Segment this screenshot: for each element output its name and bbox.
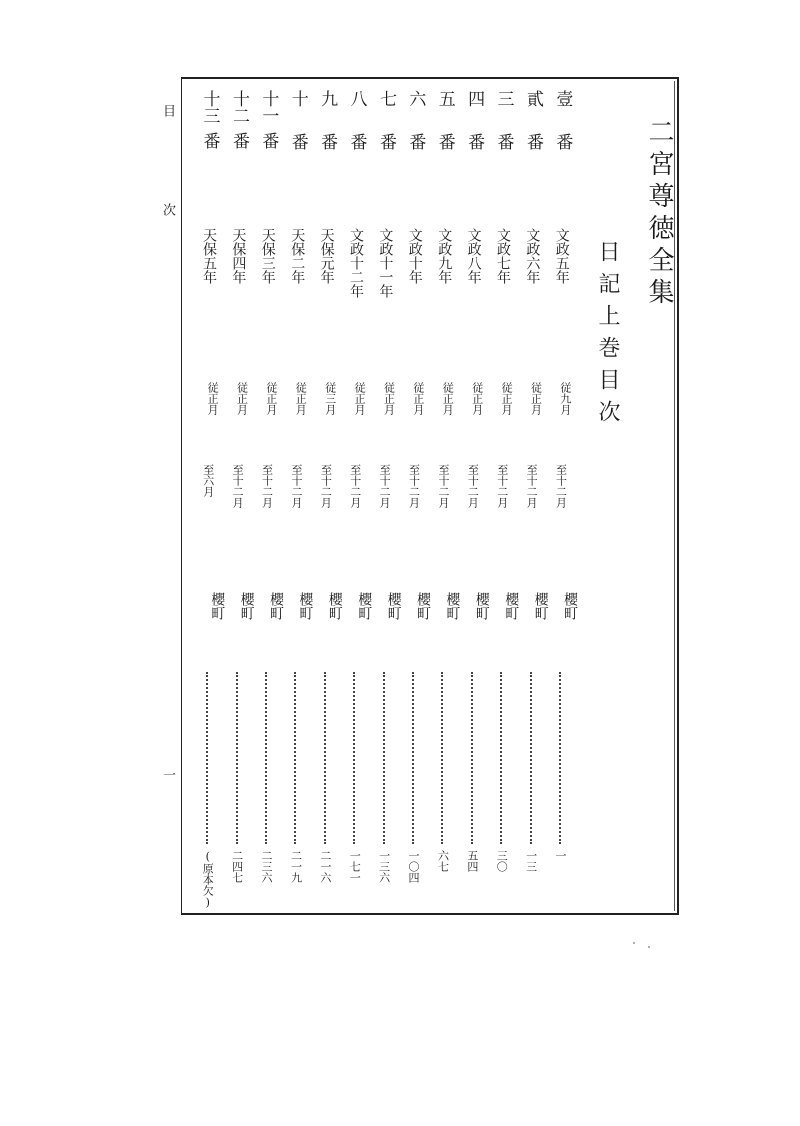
volume-title: 日記上巻目次 (595, 240, 620, 432)
entry-from: 従正月 (264, 382, 278, 415)
entry-number: 十一 (258, 90, 279, 124)
entry-page: 三〇 (495, 850, 509, 872)
entry-number: 十 (287, 90, 308, 107)
entry-place: 櫻町 (415, 592, 431, 620)
entry-era: 天保三年 (259, 228, 276, 284)
entry-place: 櫻町 (503, 592, 520, 620)
dot-leader (530, 672, 532, 844)
entry-era: 天保元年 (318, 228, 335, 284)
entry-suffix: 番 (522, 133, 543, 150)
entry-from: 従正月 (411, 382, 425, 415)
entry-to: 至十二月 (289, 464, 303, 508)
dot-leader (206, 672, 208, 844)
entry-place: 櫻町 (532, 592, 549, 620)
entry-page: 一〇四 (407, 850, 421, 883)
entry-era: 文政十年 (406, 228, 423, 284)
entry-to: 至十二月 (436, 464, 450, 508)
entry-place: 櫻町 (297, 592, 314, 620)
dot-leader (353, 672, 355, 844)
entry-page: 二一六 (318, 850, 332, 883)
entry-number: 壹 (552, 90, 573, 107)
entry-era: 天保二年 (289, 228, 306, 284)
entry-number: 六 (405, 90, 426, 107)
toc-entry[interactable] (343, 88, 373, 908)
toc-entry[interactable] (549, 88, 578, 908)
entry-place: 櫻町 (444, 592, 461, 620)
entry-from: 従正月 (500, 382, 514, 415)
entry-page: 一三 (524, 850, 538, 872)
entry-number: 十三 (199, 90, 220, 124)
toc-entry[interactable] (431, 88, 461, 908)
entry-page: 二四七 (230, 850, 244, 883)
entry-page: 六七 (436, 850, 450, 872)
margin-label-top: 目 (160, 104, 175, 117)
entry-place: 櫻町 (209, 592, 226, 620)
entry-page: (原本欠) (201, 850, 215, 909)
entry-to: 至十二月 (319, 464, 333, 508)
toc-entry[interactable] (461, 88, 490, 908)
entry-place: 櫻町 (326, 592, 343, 620)
entry-place: 櫻町 (385, 592, 402, 620)
entry-to: 至十二月 (231, 464, 245, 508)
entry-number: 四 (464, 90, 485, 107)
entry-number: 九 (317, 90, 338, 107)
entry-suffix: 番 (375, 133, 396, 150)
entry-era: 文政八年 (465, 228, 482, 284)
toc-entry[interactable] (402, 88, 431, 908)
entry-suffix: 番 (493, 133, 514, 150)
entry-from: 従正月 (206, 382, 220, 415)
entry-number: 貳 (522, 90, 543, 107)
entry-suffix: 番 (287, 133, 308, 150)
toc-entry[interactable] (314, 88, 343, 908)
entry-from: 従正月 (294, 382, 308, 415)
scan-speck (633, 942, 635, 944)
entry-suffix: 番 (228, 132, 249, 149)
dot-leader (265, 672, 267, 844)
entry-page: 二一九 (289, 850, 303, 883)
entry-from: 従正月 (353, 382, 367, 415)
entry-to: 至十二月 (348, 464, 362, 508)
margin-label-mid: 次 (160, 203, 175, 216)
entry-page: 一三六 (377, 850, 391, 883)
entry-era: 文政十一年 (377, 228, 394, 298)
entry-to: 至十二月 (466, 464, 480, 508)
entry-from: 従正月 (235, 382, 249, 415)
entry-from: 従正月 (441, 382, 455, 415)
dot-leader (324, 672, 326, 844)
entry-suffix: 番 (346, 133, 367, 150)
entry-era: 文政六年 (524, 228, 541, 284)
entry-to: 至十二月 (407, 464, 421, 508)
entry-number: 五 (434, 90, 455, 107)
entry-from: 従正月 (382, 382, 396, 415)
entry-suffix: 番 (317, 133, 338, 150)
entry-suffix: 番 (552, 133, 573, 150)
entry-place: 櫻町 (238, 592, 255, 620)
toc-entry[interactable] (226, 88, 255, 908)
scan-speck (648, 946, 650, 948)
entry-number: 十二 (228, 90, 249, 124)
entry-page: 二三六 (260, 850, 274, 883)
dot-leader (471, 672, 473, 844)
entry-page: 一 (554, 850, 568, 861)
dot-leader (559, 672, 561, 844)
dot-leader (236, 672, 238, 844)
entry-from: 従三月 (323, 382, 337, 415)
entry-suffix: 番 (199, 132, 220, 149)
entry-place: 櫻町 (473, 592, 490, 620)
entry-to: 至十二月 (495, 464, 509, 508)
entry-to: 至十二月 (525, 464, 539, 508)
entry-suffix: 番 (258, 132, 279, 149)
dot-leader (412, 672, 414, 844)
entry-era: 文政九年 (436, 228, 453, 284)
entry-page: 一七一 (348, 850, 362, 883)
entry-place: 櫻町 (268, 592, 284, 620)
entry-place: 櫻町 (562, 592, 578, 620)
entry-era: 天保五年 (200, 228, 217, 284)
dot-leader (383, 672, 385, 844)
toc-entry[interactable] (520, 88, 549, 908)
entry-to: 至六月 (201, 464, 215, 497)
entry-from: 従正月 (529, 382, 543, 415)
entry-number: 三 (493, 90, 514, 107)
entry-suffix: 番 (405, 133, 426, 150)
toc-entry[interactable] (196, 88, 226, 909)
book-title: 二宮尊徳全集 (644, 118, 674, 310)
page-number: 一 (160, 768, 175, 781)
entry-era: 天保四年 (230, 228, 247, 284)
toc-entry[interactable] (284, 88, 314, 908)
entry-to: 至十二月 (378, 464, 392, 508)
dot-leader (294, 672, 296, 844)
entry-to: 至十二月 (554, 464, 568, 508)
entry-era: 文政五年 (553, 228, 570, 284)
dot-leader (500, 672, 502, 844)
toc-entry[interactable] (373, 88, 402, 908)
entry-era: 文政七年 (494, 228, 511, 284)
entry-from: 従正月 (470, 382, 484, 415)
entry-number: 七 (375, 90, 396, 107)
entry-to: 至十二月 (260, 464, 274, 508)
toc-entry[interactable] (255, 88, 284, 908)
entry-era: 文政十二年 (347, 228, 364, 298)
entry-number: 八 (346, 90, 367, 107)
dot-leader (441, 672, 443, 844)
entry-place: 櫻町 (356, 592, 373, 620)
entry-suffix: 番 (464, 133, 485, 150)
toc-entry[interactable] (490, 88, 520, 908)
entry-suffix: 番 (434, 133, 455, 150)
entry-page: 五四 (465, 850, 479, 872)
entry-from: 従九月 (558, 382, 572, 415)
